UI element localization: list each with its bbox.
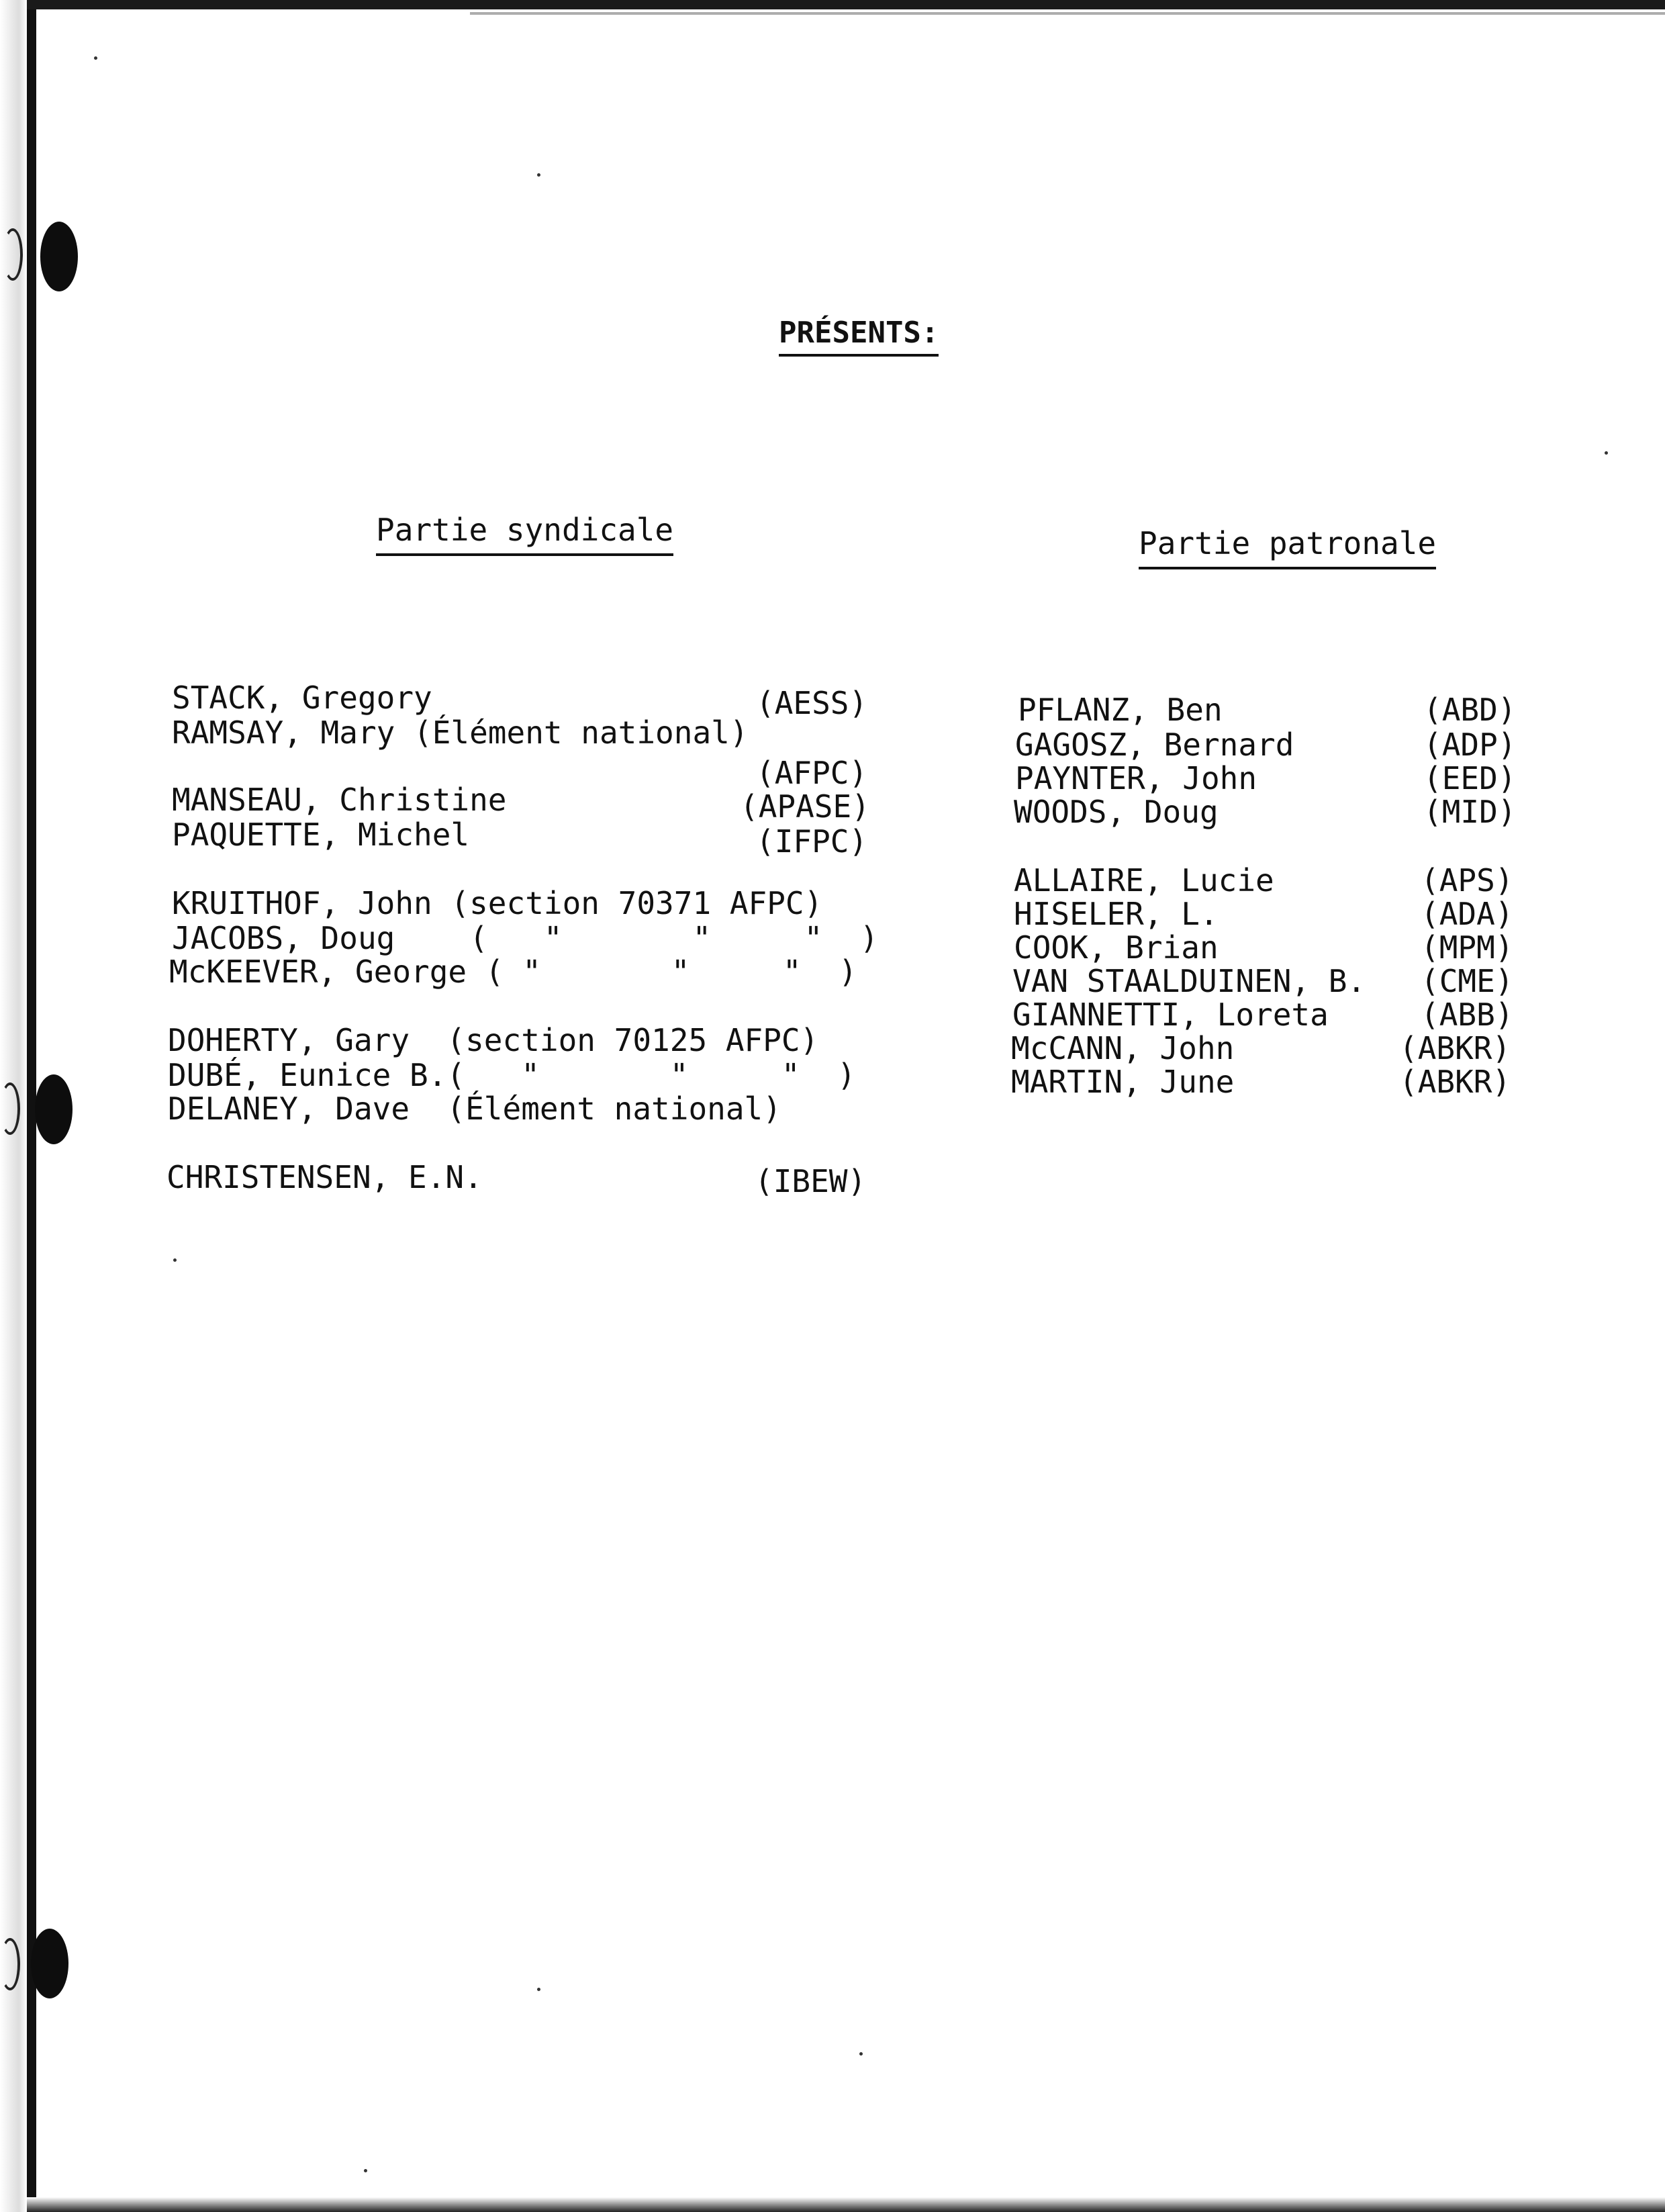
attendee-name: MARTIN, June bbox=[1011, 1064, 1235, 1100]
attendee-organization: (MPM) bbox=[1421, 929, 1514, 966]
page-title: PRÉSENTS: bbox=[779, 316, 939, 357]
attendee-organization: (ADP) bbox=[1423, 727, 1517, 763]
scan-speck bbox=[94, 56, 97, 60]
attendee-name: McCANN, John bbox=[1011, 1030, 1235, 1066]
attendee-name: GAGOSZ, Bernard bbox=[1015, 727, 1294, 763]
attendee-organization: (ABKR) bbox=[1399, 1030, 1511, 1066]
left-column-heading: Partie syndicale bbox=[376, 512, 673, 556]
attendee-organization: (IBEW) bbox=[755, 1163, 867, 1199]
scan-speck bbox=[537, 1988, 540, 1991]
attendee-organization: (ABB) bbox=[1421, 997, 1514, 1033]
list-item bbox=[166, 1159, 867, 1295]
attendee-name: ALLAIRE, Lucie bbox=[1014, 862, 1274, 898]
attendee-organization: (IFPC) bbox=[756, 823, 868, 860]
attendee-organization: (ABKR) bbox=[1399, 1064, 1511, 1100]
attendee-organization: (EED) bbox=[1423, 760, 1517, 796]
attendee-organization: (APASE) bbox=[740, 788, 870, 825]
attendee-name: CHRISTENSEN, E.N. bbox=[166, 1159, 483, 1195]
attendee-name: HISELER, L. bbox=[1014, 896, 1219, 932]
attendee-name: DOHERTY, Gary (section 70125 AFPC) bbox=[168, 1022, 819, 1058]
attendee-name: JACOBS, Doug ( " " " ) bbox=[172, 920, 879, 956]
list-item bbox=[1011, 1064, 1511, 1199]
right-column-heading: Partie patronale bbox=[1139, 525, 1436, 569]
attendee-organization: (CME) bbox=[1421, 963, 1514, 999]
scan-speck bbox=[859, 2052, 863, 2056]
attendee-name: PAYNTER, John bbox=[1015, 760, 1257, 796]
scan-speck bbox=[537, 173, 540, 177]
binder-hole-top bbox=[40, 222, 78, 291]
attendee-organization: (AFPC) bbox=[756, 755, 868, 791]
binder-ring-mark-top bbox=[3, 228, 23, 281]
attendee-organization: (AESS) bbox=[756, 685, 868, 721]
binder-hole-middle bbox=[35, 1074, 73, 1144]
binder-ring-mark-bottom bbox=[0, 1938, 20, 1990]
attendee-name: WOODS, Doug bbox=[1014, 794, 1219, 830]
attendee-name: COOK, Brian bbox=[1014, 929, 1219, 966]
binder-hole-bottom bbox=[31, 1929, 68, 1998]
scan-top-streak bbox=[470, 12, 1665, 15]
attendee-name: VAN STAALDUINEN, B. bbox=[1012, 963, 1366, 999]
attendee-organization: (ABD) bbox=[1423, 692, 1517, 728]
attendee-name: KRUITHOF, John (section 70371 AFPC) bbox=[172, 885, 823, 921]
attendee-organization: (MID) bbox=[1423, 794, 1517, 830]
attendee-organization: (APS) bbox=[1421, 862, 1514, 898]
scan-speck bbox=[1605, 451, 1608, 455]
attendee-name: McKEEVER, George ( " " " ) bbox=[169, 954, 857, 990]
scan-speck bbox=[364, 2169, 367, 2172]
attendee-name: RAMSAY, Mary (Élément national) bbox=[172, 715, 749, 751]
attendee-name: STACK, Gregory bbox=[172, 680, 432, 716]
attendee-name: GIANNETTI, Loreta bbox=[1012, 997, 1329, 1033]
attendee-name: DUBÉ, Eunice B.( " " " ) bbox=[168, 1057, 856, 1093]
scan-bottom-edge bbox=[27, 2197, 1665, 2212]
binder-ring-mark-middle bbox=[0, 1082, 20, 1135]
attendee-name: PFLANZ, Ben bbox=[1018, 692, 1223, 728]
attendee-name: DELANEY, Dave (Élément national) bbox=[168, 1091, 781, 1127]
attendee-name: PAQUETTE, Michel bbox=[172, 817, 470, 853]
scan-top-edge bbox=[27, 0, 1665, 9]
attendee-name: MANSEAU, Christine bbox=[172, 782, 507, 818]
attendee-organization: (ADA) bbox=[1421, 896, 1514, 932]
